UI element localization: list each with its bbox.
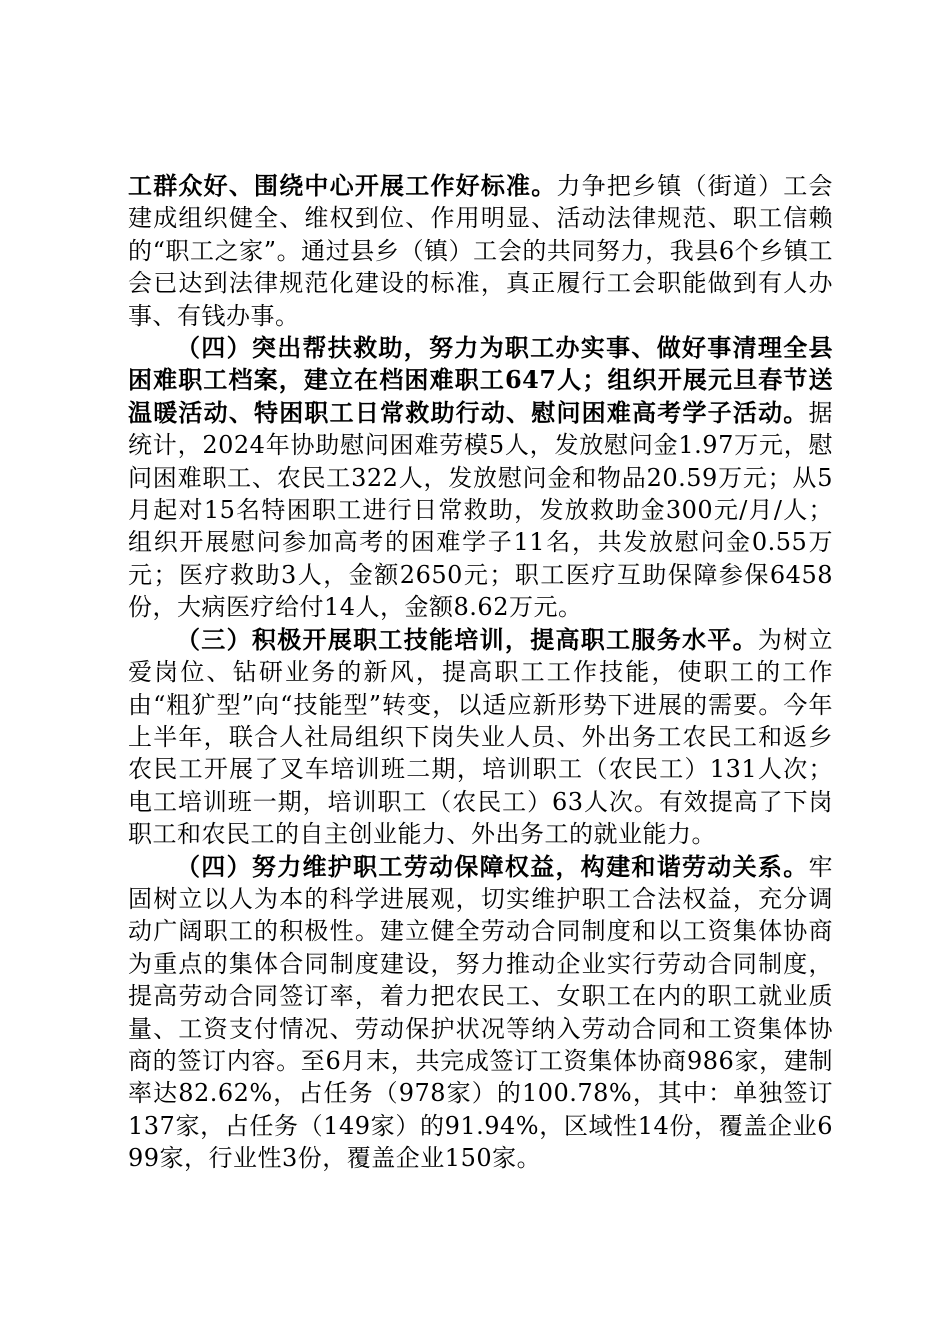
section-assistance-body: 据统计，2024年协助慰问困难劳模5人，发放慰问金1.97万元，慰问困难职工、农民工322人，发放慰问金和物品20.59万元；从5月起对15名特困职工进行日常救助，发放救助金300元/月/人；组织开展慰问参加高考的困难学子11名，共发放慰问金0.55万元；医疗救助3人，金额2650元；职工医疗互助保障参保6458份，大病医疗给付14人，金额8.62万元。 [128,398,833,622]
section-assistance-paragraph [128,332,833,624]
section-training-paragraph [128,624,833,851]
section-labor-rights-body: 牢固树立以人为本的科学进展观，切实维护职工合法权益，充分调动广阔职工的积极性。建立健全劳动合同制度和以工资集体协商为重点的集体合同制度建设，努力推动企业实行劳动合同制度，提高劳动合同签订率，着力把农民工、女职工在内的职工就业质量、工资支付情况、劳动保护状况等纳入劳动合同和工资集体协商的签订内容。至6月末，共完成签订工资集体协商986家，建制率达82.62%，占任务（978家）的100.78%，其中：单独签订137家，占任务（149家）的91.94%，区域性14份，覆盖企业699家，行业性3份，覆盖企业150家。 [128,852,833,1173]
section-labor-rights-paragraph [128,851,833,1175]
paragraph-continuation [128,170,833,332]
section-labor-rights-heading: （四）努力维护职工劳动保障权益，构建和谐劳动关系。 [176,851,809,881]
document-page [128,170,833,1175]
section-training-heading: （三）积极开展职工技能培训，提高职工服务水平。 [176,624,758,654]
section-assistance-heading: （四）突出帮扶救助，努力为职工办实事、做好事清理全县困难职工档案，建立在档困难职工647人；组织开展元旦春节送温暖活动、特困职工日常救助行动、慰问困难高考学子活动。 [128,333,833,427]
paragraph-lead-bold: 工群众好、围绕中心开展工作好标准。 [128,171,557,200]
section-training-body: 为树立爱岗位、钻研业务的新风，提高职工工作技能，使职工的工作由“粗犷型”向“技能型”转变，以适应新形势下进展的需要。今年上半年，联合人社局组织下岗失业人员、外出务工农民工和返乡农民工开展了叉车培训班二期，培训职工（农民工）131人次；电工培训班一期，培训职工（农民工）63人次。有效提高了下岗职工和农民工的自主创业能力、外出务工的就业能力。 [128,625,834,849]
paragraph-body: 力争把乡镇（街道）工会建成组织健全、维权到位、作用明显、活动法律规范、职工信赖的“职工之家”。通过县乡（镇）工会的共同努力，我县6个乡镇工会已达到法律规范化建设的标准，真正履行工会职能做到有人办事、有钱办事。 [128,172,834,330]
